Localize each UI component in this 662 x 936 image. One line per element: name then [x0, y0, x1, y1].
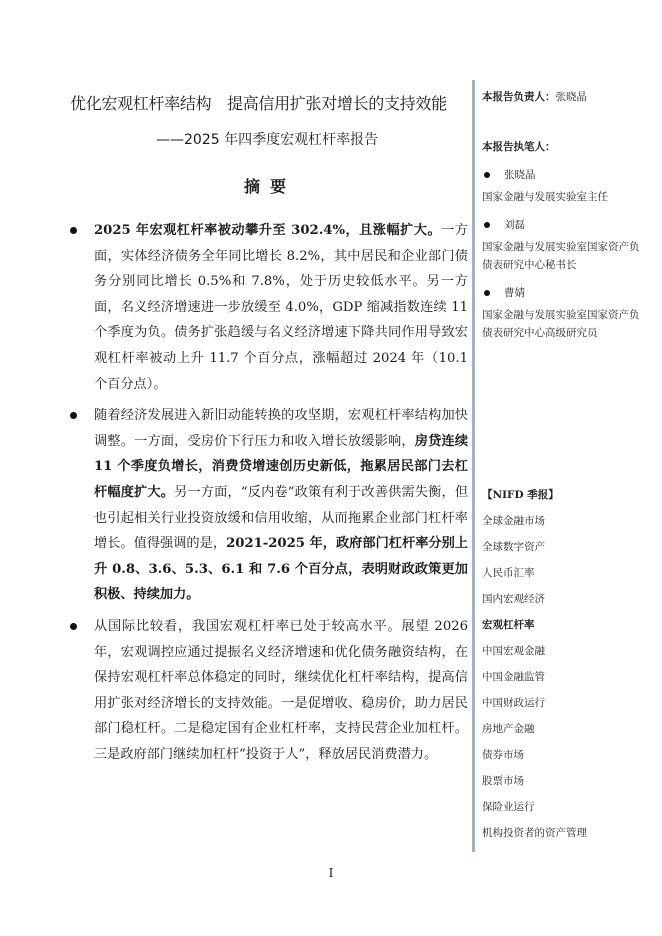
author-affiliation: 国家金融与发展实验室主任: [482, 191, 608, 203]
nifd-link-macro-finance[interactable]: 中国宏观金融: [482, 645, 545, 657]
bullet-dot-icon: [484, 290, 490, 296]
abstract-item-3-text: 从国际比较看，我国宏观杠杆率已处于较高水平。展望 2026 年，宏观调控应通过提振名义经济增速和优化债务融资结构，在保持宏观杠杆率总体稳定的同时，继续优化杠杆率结构，提高信用扩张对经济增长的支持效能。一是促增收、稳房价，助力居民部门稳杠杆。二是稳定国有企业杠杆率，支持民营企业加杠杆。三是政府部门继续加杠杆“投资于人”，释放居民消费潜力。: [94, 618, 468, 762]
sidebar-divider: [472, 80, 475, 852]
nifd-link-institutional-asset-management[interactable]: 机构投资者的资产管理: [482, 827, 587, 839]
nifd-link-rmb-exchange-rate[interactable]: 人民币汇率: [482, 567, 535, 579]
abstract-item-2-highlight-a: 房贷连续 11 个季度负增长，消费贷增速创历史新低，拖累居民部门去杠杆幅度扩大。: [94, 433, 469, 500]
authors-heading: 本报告执笔人：: [482, 141, 556, 153]
report-owner-name: 张晓晶: [555, 91, 587, 103]
author-entry: [482, 166, 642, 206]
nifd-link-real-estate-finance[interactable]: 房地产金融: [482, 723, 535, 735]
bullet-dot-icon: [484, 172, 490, 178]
author-affiliation: 国家金融与发展实验室国家资产负债表研究中心秘书长: [482, 241, 640, 271]
nifd-link-domestic-macro[interactable]: 国内宏观经济: [482, 593, 545, 605]
author-entry: [482, 216, 642, 274]
nifd-link-global-digital-assets[interactable]: 全球数字资产: [482, 541, 545, 553]
nifd-link-global-financial-markets[interactable]: 全球金融市场: [482, 515, 545, 527]
abstract-item-2-text-b: 另一方面，“反内卷”政策有利于改善供需失衡，但也引起相关行业投资放缓和信用收缩，从而拖累企业部门杠杆率增长。值得强调的是，: [94, 484, 469, 552]
author-affiliation: 国家金融与发展实验室国家资产负债表研究中心高级研究员: [482, 309, 640, 339]
report-owner: [482, 88, 642, 106]
bullet-dot-icon: [70, 412, 77, 419]
nifd-current-report: 宏观杠杆率: [482, 619, 535, 631]
bullet-dot-icon: [70, 623, 77, 630]
abstract-item-1-text: 一方面，实体经济债务全年同比增长 8.2%，其中居民和企业部门债务分别同比增长 0.5%和 7.8%，处于历史较低水平。另一方面，名义经济增速进一步放缓至 4.0%，GDP 缩减指数连续 11 个季度为负。债务扩张趋缓与名义经济增速下降共同作用导致宏观杠杆率被动上升 11.7 个百分点，涨幅超过 2024 年（10.1 个百分点）。: [94, 223, 468, 392]
author-name: 刘磊: [504, 219, 525, 231]
nifd-link-insurance[interactable]: 保险业运行: [482, 801, 535, 813]
nifd-link-fiscal-operation[interactable]: 中国财政运行: [482, 697, 545, 709]
report-subtitle: ——2025 年四季度宏观杠杆率报告: [156, 132, 379, 148]
nifd-link-financial-regulation[interactable]: 中国金融监管: [482, 671, 545, 683]
page-number: I: [328, 866, 334, 880]
author-name: 曹婧: [504, 287, 525, 299]
report-title: 优化宏观杠杆率结构 提高信用扩张对增长的支持效能: [70, 94, 447, 113]
nifd-series: [482, 486, 642, 842]
nifd-heading: 【NIFD 季报】: [482, 489, 559, 501]
author-name: 张晓晶: [504, 169, 536, 181]
abstract-heading: 摘要: [244, 177, 297, 196]
bullet-dot-icon: [70, 227, 77, 234]
abstract-item-2: [66, 403, 468, 608]
nifd-link-stock-market[interactable]: 股票市场: [482, 775, 524, 787]
abstract-list: [66, 218, 468, 767]
author-entry: [482, 284, 642, 342]
bullet-dot-icon: [484, 222, 490, 228]
abstract-item-1: [66, 218, 468, 397]
report-owner-label: 本报告负责人：: [482, 91, 556, 103]
sidebar: [482, 88, 642, 342]
abstract-item-3: [66, 614, 468, 768]
abstract-item-2-text-a: 随着经济发展进入新旧动能转换的攻坚期，宏观杠杆率结构加快调整。一方面，受房价下行压力和收入增长放缓影响，: [94, 408, 468, 449]
main-column: [66, 92, 468, 773]
abstract-item-1-highlight: 2025 年宏观杠杆率被动攀升至 302.4%，且涨幅扩大。: [94, 223, 442, 238]
abstract-item-2-highlight-b: 2021-2025 年，政府部门杠杆率分别上升 0.8、3.6、5.3、6.1 和 7.6 个百分点，表明财政政策更加积极、持续加力。: [94, 536, 468, 603]
nifd-link-bond-market[interactable]: 债券市场: [482, 749, 524, 761]
